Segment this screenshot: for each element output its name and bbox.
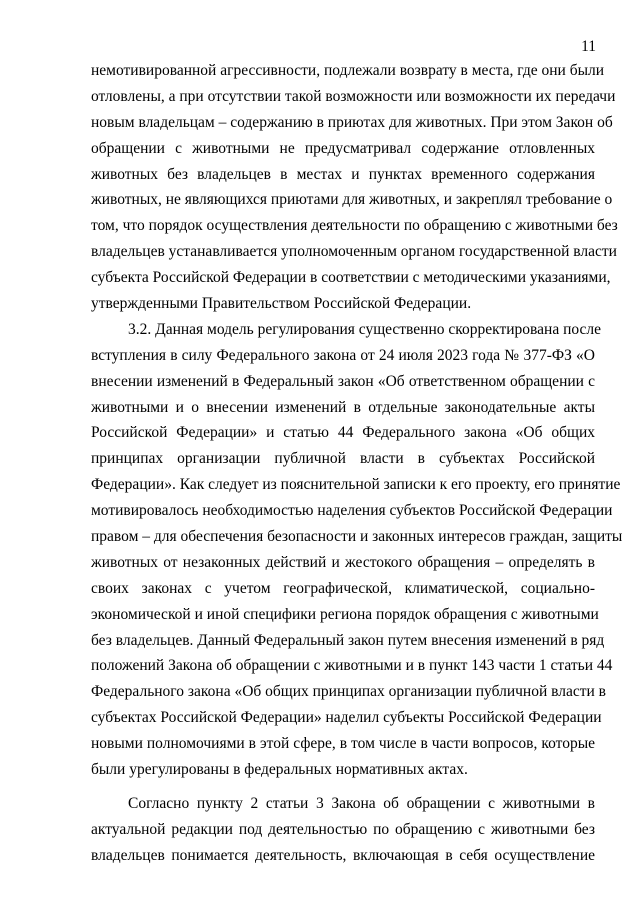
text-line: животных от незаконных действий и жестокого обращения – определять в [91,553,595,571]
text-line: положений Закона об обращении с животными и в пункт 143 части 1 статьи 44 [91,657,613,675]
text-line: владельцев устанавливается уполномоченным органом государственной власти [91,243,617,261]
paragraph [91,791,595,869]
text-line: принципах организации публичной власти в субъектах Российской [91,450,595,468]
text-line: экономической и иной специфики региона порядок обращения с животными [91,605,599,623]
text-line: Российской Федерации» и статью 44 Федерального закона «Об общих [91,424,595,442]
paragraph [91,317,623,783]
text-line: новыми полномочиями в этой сфере, в том числе в части вопросов, которые [91,735,595,753]
text-line: животными и о внесении изменений в отдельные законодательные акты [91,398,595,416]
text-line: животных, не являющихся приютами для животных, и закреплял требование о [91,191,613,209]
text-line: новым владельцам – содержанию в приютах для животных. При этом Закон об [91,113,613,131]
text-line: 3.2. Данная модель регулирования существенно скорректирована после [128,320,601,338]
text-line: актуальной редакции под деятельностью по обращению с животными без [91,820,595,838]
text-line: своих законах с учетом географической, климатической, социально- [91,579,595,597]
text-line: Федерального закона «Об общих принципах организации публичной власти в [91,683,607,701]
text-line: животных без владельцев в местах и пунктах временного содержания [91,165,595,183]
text-line: правом – для обеспечения безопасности и законных интересов граждан, защиты [91,528,623,546]
text-line: субъектах Российской Федерации» наделил субъекты Российской Федерации [91,709,602,727]
text-line: мотивировалось необходимостью наделения субъектов Российской Федерации [91,502,613,520]
text-line: утвержденными Правительством Российской Федерации. [91,295,472,313]
paragraph [91,58,618,317]
text-line: Согласно пункту 2 статьи 3 Закона об обращении с животными в [128,794,595,812]
text-line: были урегулированы в федеральных нормативных актах. [91,761,468,779]
text-line: без владельцев. Данный Федеральный закон путем внесения изменений в ряд [91,631,605,649]
text-line: владельцев понимается деятельность, включающая в себя осуществление [91,846,595,864]
text-line: Федерации». Как следует из пояснительной записки к его проекту, его принятие [91,476,621,494]
page-number: 11 [581,38,596,55]
text-line: немотивированной агрессивности, подлежали возврату в места, где они были [91,62,605,79]
text-line: внесении изменений в Федеральный закон «Об ответственном обращении с [91,372,595,390]
text-line: вступления в силу Федерального закона от 24 июля 2023 года № 377-ФЗ «О [91,346,595,364]
text-line: отловлены, а при отсутствии такой возможности или возможности их передачи [91,87,616,105]
text-line: том, что порядок осуществления деятельности по обращению с животными без [91,217,618,235]
text-line: субъекта Российской Федерации в соответствии с методическими указаниями, [91,269,611,287]
paragraph-spacing [91,783,595,791]
document-body [91,58,623,869]
text-line: обращении с животными не предусматривал содержание отловленных [91,139,595,157]
